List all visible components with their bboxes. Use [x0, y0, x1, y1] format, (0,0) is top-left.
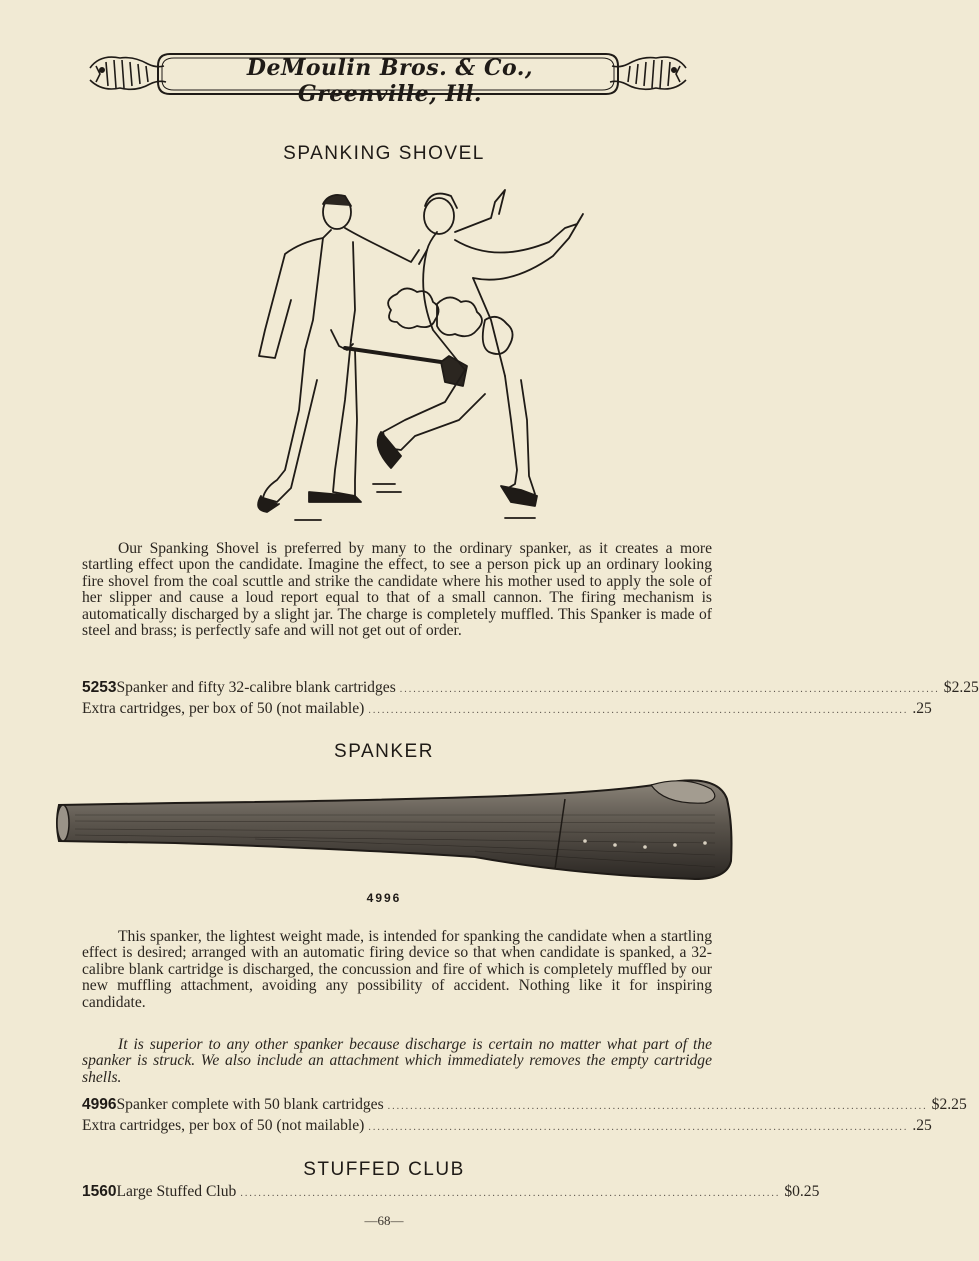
section-title-club: STUFFED CLUB — [303, 1159, 465, 1180]
price-row — [82, 1183, 820, 1201]
leader-dots: ........................................................................................................................ — [368, 1122, 909, 1133]
leader-dots: ........................................................................................................................ — [399, 684, 940, 695]
shovel-description: Our Spanking Shovel is preferred by many to the ordinary spanker, as it creates a more startling effect upon the candidate. Imagine the effect, to see a person pick up an ordinary looking fire shovel from the coal scuttle and strike the candidate where his mother used to apply the sole of her slipper and cause a loud report equal to that of a small cannon. The firing mechanism is automatically discharged by a slight jar. The charge is completely muffled. This Spanker is made of steel and brass; is perfectly safe and will not get out of order. — [82, 540, 712, 640]
price-row — [82, 1096, 967, 1114]
item-price: .25 — [912, 700, 932, 717]
header-banner-text: DeMoulin Bros. & Co., Greenville, Ill. — [246, 55, 534, 107]
item-price: $0.25 — [784, 1183, 820, 1200]
price-row — [82, 679, 979, 697]
item-price: $2.25 — [931, 1096, 967, 1113]
item-price: $2.25 — [943, 679, 979, 696]
spanker-description: This spanker, the lightest weight made, is intended for spanking the candidate when a startling effect is desired; arranged with an automatic firing device so that when candidate is spanked, a 32-calibre blank cartridge is discharged, the concussion and fire of which is completely muffled by our new muffling attachment, avoiding any possibility of accident. Nothing like it for inspiring candidate. — [82, 928, 712, 1011]
item-description: Spanker complete with 50 blank cartridges — [116, 1096, 384, 1113]
page-number: —68— — [364, 1213, 404, 1228]
section-title-spanker: SPANKER — [334, 741, 434, 762]
section-title-shovel: SPANKING SHOVEL — [283, 143, 485, 164]
item-description: Spanker and fifty 32-calibre blank cartridges — [116, 679, 396, 696]
leader-dots: ........................................................................................................................ — [240, 1188, 781, 1199]
item-number: 1560 — [82, 1183, 117, 1200]
spanker-paddle-illustration — [55, 775, 733, 885]
spanker-note: It is superior to any other spanker because discharge is certain no matter what part of the spanker is struck. We also include an attachment which immediately removes the empty cartridge shells. — [82, 1036, 712, 1086]
figure-caption-4996: 4996 — [366, 891, 402, 905]
leader-dots: ........................................................................................................................ — [387, 1101, 928, 1112]
item-description: Extra cartridges, per box of 50 (not mailable) — [82, 700, 365, 717]
spanking-shovel-illustration — [205, 180, 600, 525]
price-row — [82, 700, 932, 718]
price-row — [82, 1117, 932, 1135]
item-number: 5253 — [82, 679, 117, 696]
leader-dots: ........................................................................................................................ — [368, 705, 909, 716]
item-description: Large Stuffed Club — [116, 1183, 237, 1200]
item-number: 4996 — [82, 1096, 117, 1113]
item-price: .25 — [912, 1117, 932, 1134]
item-description: Extra cartridges, per box of 50 (not mailable) — [82, 1117, 365, 1134]
